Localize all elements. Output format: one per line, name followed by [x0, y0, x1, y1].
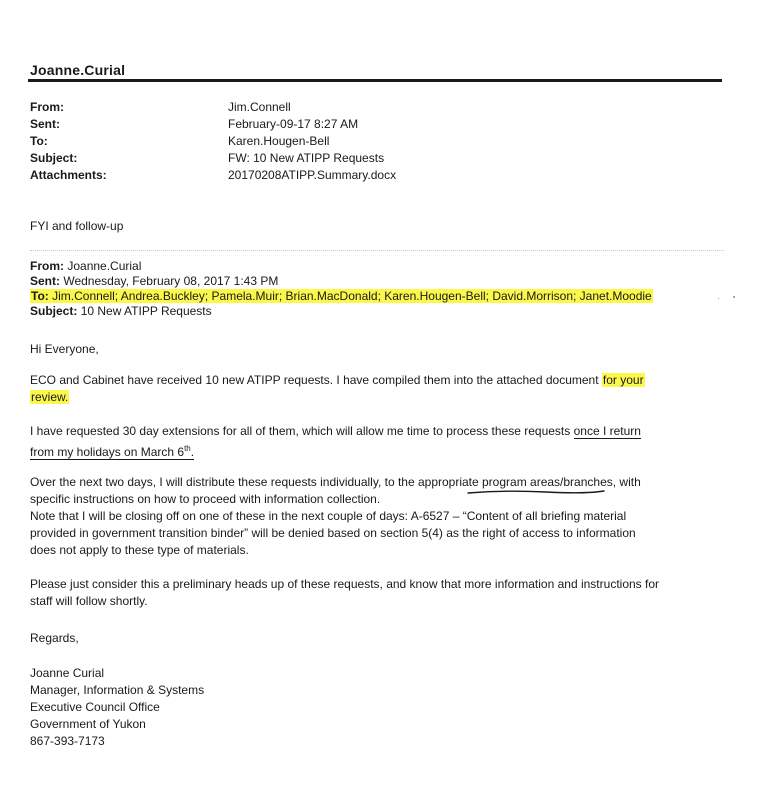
signature-title: Manager, Information & Systems: [30, 683, 205, 697]
fwd-to-value: Jim.Connell; Andrea.Buckley; Pamela.Muir; Brian.MacDonald; Karen.Hougen-Bell; David.Morrison; Janet.Moodie: [52, 289, 652, 303]
p2-ul-text: from my holidays on March 6: [30, 445, 185, 459]
greeting: Hi Everyone,: [30, 342, 99, 356]
email-header: [30, 99, 396, 184]
sent-value: February-09-17 8:27 AM: [228, 117, 359, 131]
fwd-to-label: To:: [31, 289, 49, 303]
from-value: Jim.Connell: [228, 100, 291, 114]
signature-block: [30, 665, 204, 750]
paragraph-heads-up: [30, 576, 730, 610]
header-row-from: [30, 99, 396, 116]
from-label: From:: [30, 100, 64, 114]
mailbox-owner-name: Joanne.Curial: [30, 62, 126, 78]
forwarded-header: [30, 259, 653, 319]
p2-text: I have requested 30 day extensions for all of them, which will allow me time to process these requests: [30, 424, 574, 438]
to-label: To:: [30, 134, 48, 148]
p2-superscript: th: [184, 444, 191, 453]
fwd-from-label: From:: [30, 259, 64, 273]
fwd-sent-label: Sent:: [30, 274, 60, 288]
scan-speck: [718, 298, 719, 299]
signature-phone: 867-393-7173: [30, 734, 105, 748]
p3-line-4: provided in government transition binder” will be denied based on section 5(4) as the right of access to information: [30, 526, 636, 540]
attachments-label: Attachments:: [30, 168, 107, 182]
subject-value: FW: 10 New ATIPP Requests: [228, 151, 385, 165]
p4-line-1: Please just consider this a preliminary heads up of these requests, and know that more information and instructions for: [30, 577, 659, 591]
header-row-to: [30, 133, 396, 150]
sent-label: Sent:: [30, 117, 60, 131]
paragraph-compiled: [30, 372, 730, 406]
fwd-subject-row: [30, 304, 653, 319]
fwd-sent-value: Wednesday, February 08, 2017 1:43 PM: [63, 274, 279, 288]
header-divider: [28, 79, 722, 82]
p1-highlight-1: for your: [602, 373, 644, 387]
signature-name: Joanne Curial: [30, 666, 105, 680]
p3-line-5: does not apply to these type of materials.: [30, 543, 249, 557]
paragraph-distribution: [30, 474, 730, 559]
fwd-from-value: Joanne.Curial: [67, 259, 142, 273]
attachment-file-link[interactable]: 20170208ATIPP.Summary.docx: [228, 168, 397, 182]
fwd-subject-value: 10 New ATIPP Requests: [80, 304, 212, 318]
subject-label: Subject:: [30, 151, 78, 165]
signature-office: Executive Council Office: [30, 700, 160, 714]
p1-highlight-2: review.: [31, 390, 69, 404]
fwd-sent-row: [30, 274, 653, 289]
header-row-sent: [30, 116, 396, 133]
fwd-to-highlight: [30, 289, 653, 303]
p2-ul-period: .: [190, 445, 195, 459]
forward-note: FYI and follow-up: [30, 219, 124, 233]
to-value: Karen.Hougen-Bell: [228, 134, 330, 148]
scan-speck: [733, 296, 735, 298]
signature-org: Government of Yukon: [30, 717, 146, 731]
p3-line-1: Over the next two days, I will distribute these requests individually, to the appropriate program areas/branches, with: [30, 475, 641, 489]
handwritten-underline: [466, 489, 606, 495]
fwd-from-row: [30, 259, 653, 274]
p4-line-2: staff will follow shortly.: [30, 594, 148, 608]
fwd-subject-label: Subject:: [30, 304, 78, 318]
closing: Regards,: [30, 631, 79, 645]
fwd-to-row: [30, 289, 653, 304]
forward-separator: [30, 250, 724, 251]
p2-underline-2: [30, 445, 194, 460]
p1-text: ECO and Cabinet have received 10 new ATIPP requests. I have compiled them into the attached document: [30, 373, 602, 387]
header-row-attachments: [30, 167, 396, 184]
p3-line-3: Note that I will be closing off on one of these in the next couple of days: A-6527 – “Content of all briefing material: [30, 509, 627, 523]
paragraph-extensions: [30, 423, 730, 461]
header-row-subject: [30, 150, 396, 167]
p2-underline-1: once I return: [573, 424, 641, 438]
p3-line-2: specific instructions on how to proceed with information collection.: [30, 492, 381, 506]
